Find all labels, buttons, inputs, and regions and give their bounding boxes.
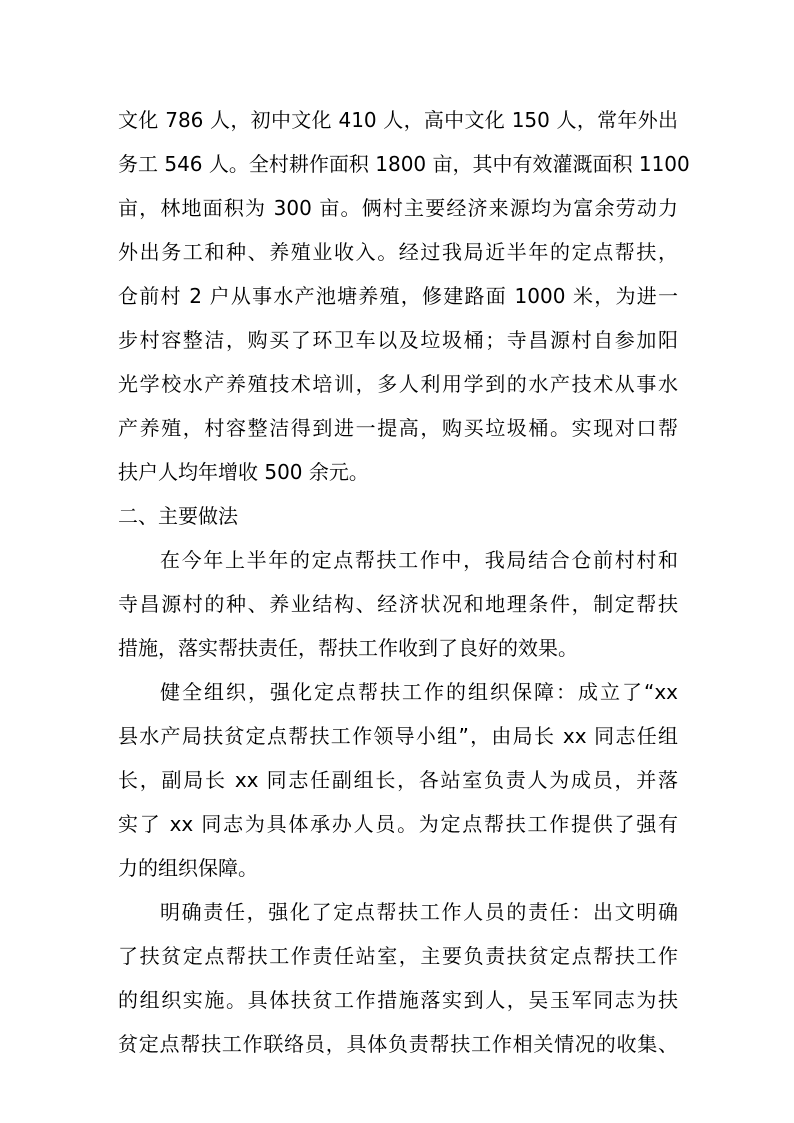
text-line: 扶户人均年增收 500 余元。 xyxy=(118,460,369,484)
text-line: 长，副局长 xx 同志任副组长，各站室负责人为成员，并落 xyxy=(118,768,678,792)
text-line: 寺昌源村的种、养业结构、经济状况和地理条件，制定帮扶 xyxy=(118,592,678,616)
text-line: 了扶贫定点帮扶工作责任站室，主要负责扶贫定点帮扶工作 xyxy=(118,944,678,968)
paragraph-first-line: 明确责任，强化了定点帮扶工作人员的责任：出文明确 xyxy=(160,900,678,924)
text-line: 外出务工和种、养殖业收入。经过我局近半年的定点帮扶， xyxy=(118,240,678,264)
text-line: 仓前村 2 户从事水产池塘养殖，修建路面 1000 米，为进一 xyxy=(118,284,678,308)
text-line: 亩，林地面积为 300 亩。俩村主要经济来源均为富余劳动力 xyxy=(118,196,678,220)
text-line: 措施，落实帮扶责任，帮扶工作收到了良好的效果。 xyxy=(118,636,578,660)
text-line: 县水产局扶贫定点帮扶工作领导小组”，由局长 xx 同志任组 xyxy=(118,724,678,748)
section-heading: 二、主要做法 xyxy=(118,504,238,528)
text-line: 步村容整洁，购买了环卫车以及垃圾桶；寺昌源村自参加阳 xyxy=(118,328,678,352)
text-line: 务工 546 人。全村耕作面积 1800 亩，其中有效灌溉面积 1100 xyxy=(118,152,690,176)
text-line: 产养殖，村容整洁得到进一提高，购买垃圾桶。实现对口帮 xyxy=(118,416,678,440)
text-line: 实了 xx 同志为具体承办人员。为定点帮扶工作提供了强有 xyxy=(118,812,678,836)
text-line: 的组织实施。具体扶贫工作措施落实到人，吴玉军同志为扶 xyxy=(118,988,678,1012)
paragraph-first-line: 健全组织，强化定点帮扶工作的组织保障：成立了“xx xyxy=(160,680,678,704)
paragraph-first-line: 在今年上半年的定点帮扶工作中，我局结合仓前村村和 xyxy=(160,548,678,572)
text-line: 贫定点帮扶工作联络员，具体负责帮扶工作相关情况的收集、 xyxy=(118,1032,678,1056)
text-line: 光学校水产养殖技术培训，多人利用学到的水产技术从事水 xyxy=(118,372,678,396)
text-line: 力的组织保障。 xyxy=(118,856,258,880)
text-line: 文化 786 人，初中文化 410 人，高中文化 150 人，常年外出 xyxy=(118,108,678,132)
